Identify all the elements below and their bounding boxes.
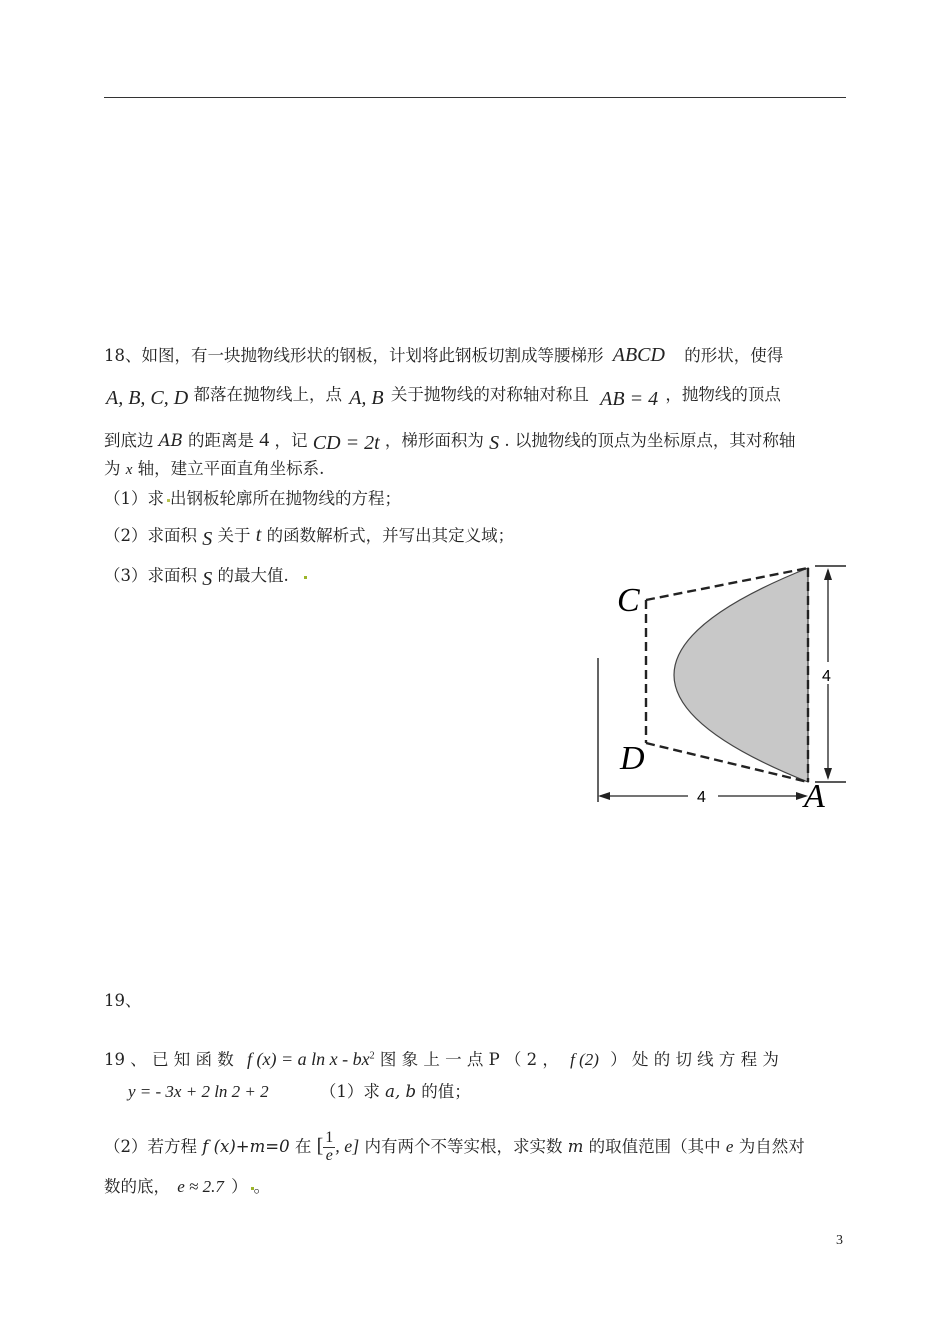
q18-sub-3 — [104, 565, 307, 590]
q19-text: （2）若方程 — [104, 1136, 197, 1156]
page-number: 3 — [836, 1233, 843, 1248]
interval-close: , e] — [335, 1135, 360, 1156]
q19-math-f2: f (2) — [570, 1050, 599, 1069]
q19-math-tangent: y = - 3x + 2 ln 2 + 2 — [128, 1082, 269, 1101]
q19-text: ） — [231, 1177, 248, 1196]
arrow-up-icon — [824, 568, 832, 580]
q18-line-4 — [104, 461, 324, 478]
q19-text: （1）求 — [319, 1082, 380, 1101]
q19-header: 19、 — [104, 991, 142, 1010]
q19-text: 。 — [253, 1177, 271, 1196]
parabola-region — [674, 568, 808, 782]
q19-line-1 — [104, 1050, 779, 1069]
arrow-left-icon — [598, 792, 610, 800]
q19-math-m: m — [567, 1136, 584, 1156]
q18-text: 的函数解析式，并写出其定义域； — [266, 526, 515, 545]
q19-math-fx: f (x) = a ln x - bx — [246, 1049, 370, 1069]
q18-math-points: A, B, C, D — [106, 387, 189, 409]
q18-text: 的形状，使得 — [684, 346, 784, 365]
parabola-figure — [590, 558, 850, 818]
q18-text: . 以抛物线的顶点为坐标原点，其对称轴 — [504, 431, 796, 450]
point-label-d: D — [620, 740, 645, 777]
q18-text: 的距离是 — [188, 431, 255, 450]
q18-line-3 — [104, 429, 796, 454]
q19-math-e: e — [725, 1136, 734, 1156]
q18-ab: AB — [158, 431, 183, 450]
q18-line-1 — [104, 345, 783, 365]
q18-sub-1 — [104, 491, 401, 508]
stray-mark — [304, 576, 307, 579]
height-label: 4 — [822, 668, 831, 685]
q18-sub-2 — [104, 524, 515, 550]
q18-math-s: S — [489, 432, 500, 454]
q18-text: 出钢板轮廓所在抛物线的方程； — [170, 489, 401, 508]
q18-text: 的最大值. — [217, 566, 289, 585]
q19-text: 内有两个不等实根，求实数 — [364, 1136, 563, 1156]
q18-text: 关于抛物线的对称轴对称且 — [390, 385, 589, 404]
q19-math-exp: 2 — [369, 1050, 375, 1062]
q18-math-x: x — [125, 462, 133, 478]
q18-text: 18、如图，有一块抛物线形状的钢板，计划将此钢板切割成等腰梯形 — [104, 346, 604, 365]
q18-text: 关于 — [217, 526, 251, 545]
q18-math-cd: CD = 2t — [312, 432, 380, 454]
q19-math-e-approx: e ≈ 2.7 — [177, 1177, 224, 1196]
q19-text: 在 — [294, 1136, 312, 1156]
q18-math-s: S — [202, 528, 213, 550]
arrow-down-icon — [824, 768, 832, 780]
q18-math-ab: A, B — [349, 387, 384, 409]
q18-text: 都落在抛物线上，点 — [193, 385, 342, 404]
width-label: 4 — [697, 789, 706, 806]
q18-math-abcd: ABCD — [612, 344, 665, 366]
q18-math-s: S — [202, 568, 213, 590]
q18-math-t: t — [255, 524, 262, 546]
q18-math-ab-eq: AB = 4 — [600, 388, 659, 410]
q19-line-4 — [104, 1178, 270, 1196]
fraction-denominator: e — [325, 1146, 333, 1164]
q18-text: （1）求 — [104, 489, 164, 508]
q18-text: ，抛物线的顶点 — [665, 385, 781, 404]
q18-line-2 — [106, 384, 781, 410]
point-label-c: C — [617, 582, 640, 619]
q19-text: ） 处 的 切 线 方 程 为 — [610, 1050, 779, 1069]
q19-text: 数的底， — [104, 1177, 170, 1196]
q18-text: ，梯形面积为 — [384, 431, 484, 450]
q18-distance: 4 — [259, 429, 270, 451]
fraction-numerator: 1 — [325, 1129, 334, 1146]
q19-math-eq: f (x)+m=0 — [202, 1136, 290, 1156]
q19-text: 为自然对 — [738, 1136, 805, 1156]
interval-open-bracket: [ — [316, 1134, 324, 1157]
fraction-one-over-e — [323, 1130, 335, 1165]
q19-line-3 — [104, 1130, 805, 1165]
q19-text: 19 、 已 知 函 数 — [104, 1050, 234, 1069]
q19-text: 的取值范围（其中 — [588, 1136, 721, 1156]
q19-text: 图 象 上 一 点 P （ 2 ， — [379, 1050, 559, 1069]
q18-text: 为 — [104, 459, 121, 478]
point-label-a: A — [804, 778, 825, 815]
q18-text: 轴，建立平面直角坐标系. — [137, 459, 325, 478]
q18-text: ，记 — [274, 431, 308, 450]
q18-text: （2）求面积 — [104, 526, 197, 545]
q19-line-2 — [128, 1083, 471, 1101]
q19-text: 的值； — [421, 1082, 471, 1101]
header-rule — [104, 97, 846, 98]
q18-text: 到底边 — [104, 431, 154, 450]
q19-math-ab: a, b — [385, 1082, 417, 1101]
q18-text: （3）求面积 — [104, 566, 197, 585]
